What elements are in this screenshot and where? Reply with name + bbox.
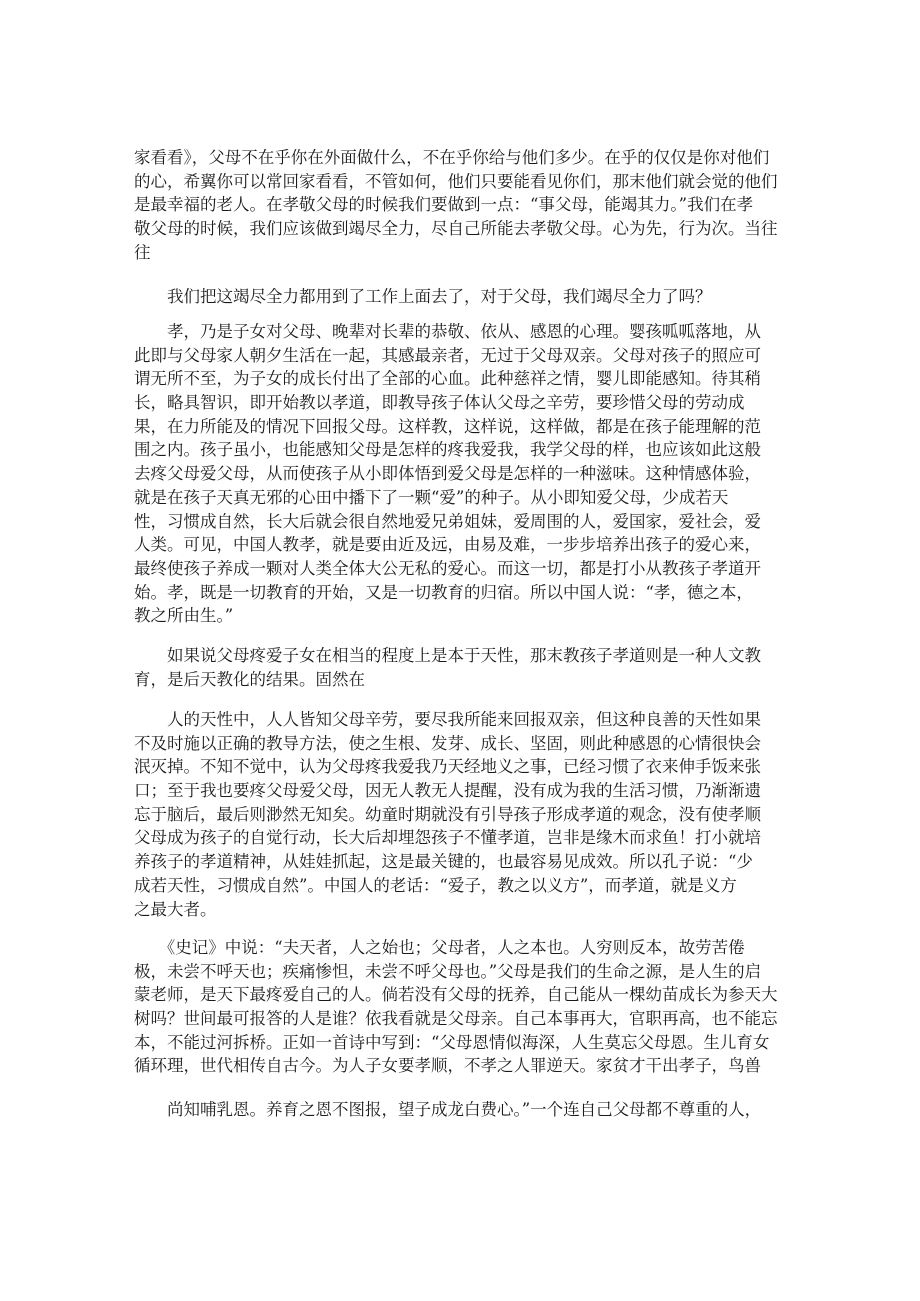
paragraph-closing	[134, 1098, 804, 1122]
paragraph-intro	[134, 146, 804, 264]
paragraph-human-nature	[134, 708, 804, 921]
paragraph-humanistic-education	[134, 644, 804, 691]
text-line: 忘于脑后，最后则渺然无知矣。幼童时期就没有引导孩子形成孝道的观念，没有使孝顺	[134, 804, 761, 824]
text-line: 循环理，世代相传自古今。为人子女要孝顺，不孝之人罪逆天。家贫才干出孝子，鸟兽	[134, 1056, 761, 1076]
text-line: 人的天性中，人人皆知父母辛劳，要尽我所能来回报双亲，但这种良善的天性如果	[134, 710, 761, 729]
text-line: 人类。可见，中国人教孝，就是要由近及远，由易及难，一步步培养出孩子的爱心来，	[134, 535, 761, 555]
paragraph-shiji-quote	[134, 936, 804, 1078]
text-line: 果，在力所能及的情况下回报父母。这样教，这样说，这样做，都是在孩子能理解的范	[134, 416, 761, 436]
text-line: 本，不能过河拆桥。正如一首诗中写到：“父母恩情似海深，人生莫忘父母恩。生儿育女	[134, 1032, 770, 1052]
text-line: 养孩子的孝道精神，从娃娃抓起，这是最关键的，也最容易见成效。所以孔子说：“少	[134, 852, 753, 872]
text-line: 孝，乃是子女对父母、晚辈对长辈的恭敬、依从、感恩的心理。婴孩呱呱落地，从	[134, 322, 761, 341]
text-line: 始。孝，既是一切教育的开始，又是一切教育的归宿。所以中国人说：“孝，德之本，	[134, 582, 753, 602]
text-line: 性，习惯成自然，长大后就会很自然地爱兄弟姐妹，爱周围的人，爱国家，爱社会，爱	[134, 511, 761, 531]
text-line: 树吗？世间最可报答的人是谁？依我看就是父母亲。自己本事再大，官职再高，也不能忘	[134, 1009, 778, 1029]
text-line: 最终使孩子养成一颗对人类全体大公无私的爱心。而这一切，都是打小从教孩子孝道开	[134, 558, 761, 578]
text-line: 之最大者。	[134, 899, 217, 919]
text-line: 成若天性，习惯成自然”。中国人的老话：“爱子，教之以义方”，而孝道，就是义方	[134, 875, 737, 895]
text-line: 父母成为孩子的自觉行动，长大后却埋怨孩子不懂孝道，岂非是缘木而求鱼！打小就培	[134, 828, 761, 848]
text-line: 我们把这竭尽全力都用到了工作上面去了，对于父母，我们竭尽全力了吗？	[134, 287, 712, 306]
text-line: 口；至于我也要疼父母爱父母，因无人教无人提醒，没有成为我的生活习惯，乃渐渐遗	[134, 781, 761, 801]
text-line: 极，未尝不呼天也；疾痛惨怛，未尝不呼父母也。”父母是我们的生命之源，是人生的启	[134, 961, 762, 981]
text-line: 围之内。孩子虽小，也能感知父母是怎样的疼我爱我，我学父母的样，也应该如此这般	[134, 440, 761, 460]
text-line: 去疼父母爱父母，从而使孩子从小即体悟到爱父母是怎样的一种滋味。这种情感体验，	[134, 464, 761, 484]
text-line: 《史记》中说：“夫天者，人之始也；父母者，人之本也。人穷则反本，故劳苦倦	[134, 938, 745, 957]
text-line: 尚知哺乳恩。养育之恩不图报，望子成龙白费心。”一个连自己父母都不尊重的人，	[134, 1100, 762, 1119]
text-line: 长，略具智识，即开始教以孝道，即教导孩子体认父母之辛劳，要珍惜父母的劳动成	[134, 393, 745, 413]
text-line: 谓无所不至，为子女的成长付出了全部的心血。此种慈祥之情，婴儿即能感知。待其稍	[134, 369, 761, 389]
text-line: 敬父母的时候，我们应该做到竭尽全力，尽自己所能去孝敬父母。心为先，行为次。当往	[134, 219, 778, 239]
text-line: 不及时施以正确的教导方法，使之生根、发芽、成长、坚固，则此种感恩的心情很快会	[134, 733, 761, 753]
text-line: 蒙老师，是天下最疼爱自己的人。倘若没有父母的抚养，自己能从一棵幼苗成长为参天大	[134, 985, 778, 1005]
text-line: 育，是后天教化的结果。固然在	[134, 669, 365, 689]
text-line: 教之所由生。”	[134, 606, 234, 626]
text-line: 的心，希翼你可以常回家看看，不管如何，他们只要能看见你们，那末他们就会觉的他们	[134, 171, 778, 191]
text-line: 如果说父母疼爱子女在相当的程度上是本于天性，那末教孩子孝道则是一种人文教	[134, 646, 761, 665]
text-line: 就是在孩子天真无邪的心田中播下了一颗“爱”的种子。从小即知爱父母，少成若天	[134, 487, 729, 507]
text-line: 是最幸福的老人。在孝敬父母的时候我们要做到一点：“事父母，能竭其力。”我们在孝	[134, 195, 754, 215]
text-line: 家看看》，父母不在乎你在外面做什么，不在乎你给与他们多少。在乎的仅仅是你对他们	[134, 148, 770, 167]
paragraph-filial-piety	[134, 320, 804, 628]
text-line: 此即与父母家人朝夕生活在一起，其感最亲者，无过于父母双亲。父母对孩子的照应可	[134, 345, 761, 365]
text-line: 泯灭掉。不知不觉中，认为父母疼我爱我乃天经地义之事，已经习惯了衣来伸手饭来张	[134, 757, 761, 777]
paragraph-question	[134, 285, 804, 309]
text-line: 往	[134, 242, 151, 262]
